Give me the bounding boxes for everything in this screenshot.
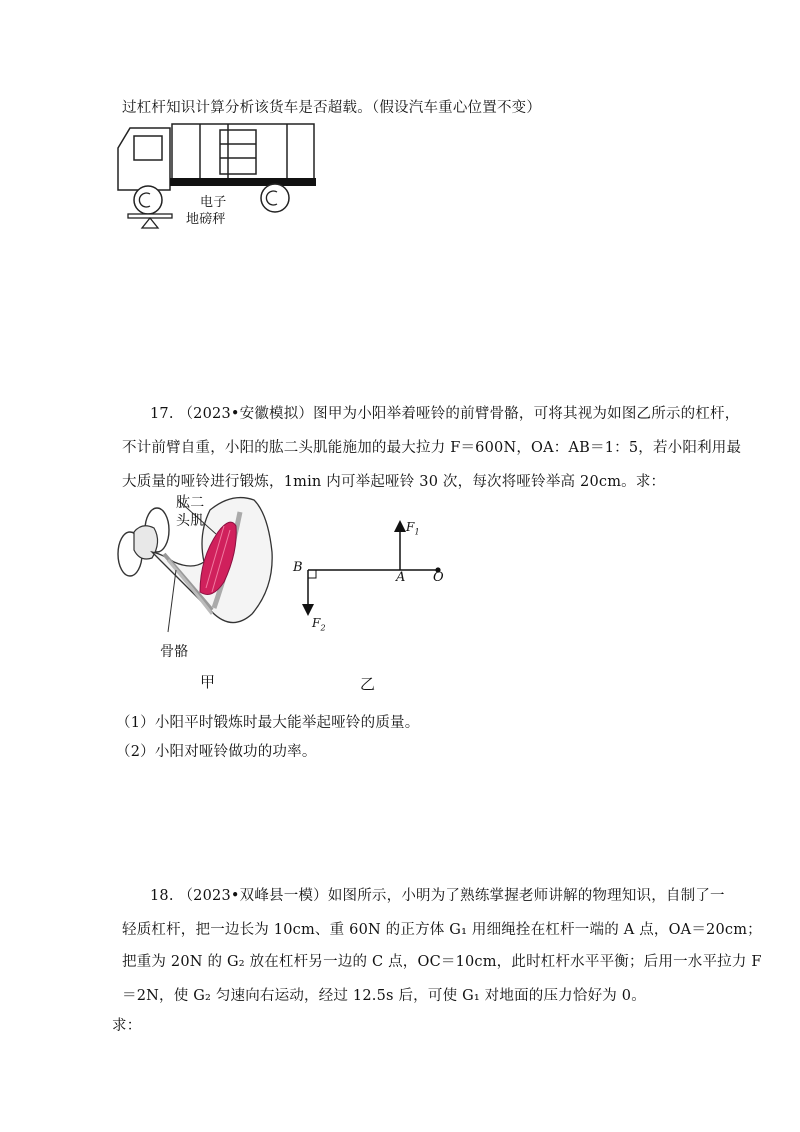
front-wheel — [134, 186, 162, 214]
rear-wheel — [261, 184, 289, 212]
q17-line-1: 17. （2023•安徽模拟）图甲为小阳举着哑铃的前臂骨骼，可将其视为如图乙所示的杠杆， — [150, 406, 740, 422]
q17-line-3: 大质量的哑铃进行锻炼，1min 内可举起哑铃 30 次，每次将哑铃举高 20cm。求： — [122, 474, 666, 490]
arm-label-muscle: 肱二 — [176, 495, 205, 511]
scale-base — [142, 218, 158, 228]
q18-line-2: 轻质杠杆，把一边长为 10cm、重 60N 的正方体 G₁ 用细绳拴在杠杆一端的 A 点，OA＝20cm； — [122, 922, 762, 938]
q17-line-2: 不计前臂自重，小阳的肱二头肌能施加的最大拉力 F＝600N，OA：AB＝1：5，若小阳利用最 — [122, 440, 742, 456]
lever-label-a: A — [396, 570, 406, 585]
arm-label-bone: 骨骼 — [160, 644, 189, 660]
q18-line-3: 把重为 20N 的 G₂ 放在杠杆另一边的 C 点，OC＝10cm，此时杠杆水平平衡；后用一水平拉力 F — [122, 954, 762, 970]
q18-line-1: 18. （2023•双峰县一模）如图所示，小明为了熟练掌握老师讲解的物理知识，自制了一 — [150, 888, 725, 904]
top-text-line: 过杠杆知识计算分析该货车是否超载。（假设汽车重心位置不变） — [122, 100, 542, 116]
truck-scale-label: 电子 — [200, 195, 227, 210]
q18-line-4: ＝2N，使 G₂ 匀速向右运动，经过 12.5s 后，可使 G₁ 对地面的压力恰好为 0。 — [122, 988, 646, 1004]
lever-label-f2: $F_2$ — [312, 616, 326, 633]
lever-label-f1: $F_1$ — [406, 520, 420, 537]
lever-label-o: O — [433, 570, 444, 585]
q18-line-5: 求： — [112, 1018, 142, 1034]
q17-sub-2: （2）小阳对哑铃做功的功率。 — [116, 744, 317, 760]
arm-label-muscle: 头肌 — [176, 513, 205, 529]
q17-sub-1: （1）小阳平时锻炼时最大能举起哑铃的质量。 — [116, 715, 420, 731]
lever-label-b: B — [293, 560, 303, 575]
truck-chassis — [170, 178, 316, 186]
truck-scale-label: 地磅秤 — [186, 212, 226, 227]
caption-jia: 甲 — [200, 673, 216, 691]
caption-yi: 乙 — [360, 675, 376, 693]
